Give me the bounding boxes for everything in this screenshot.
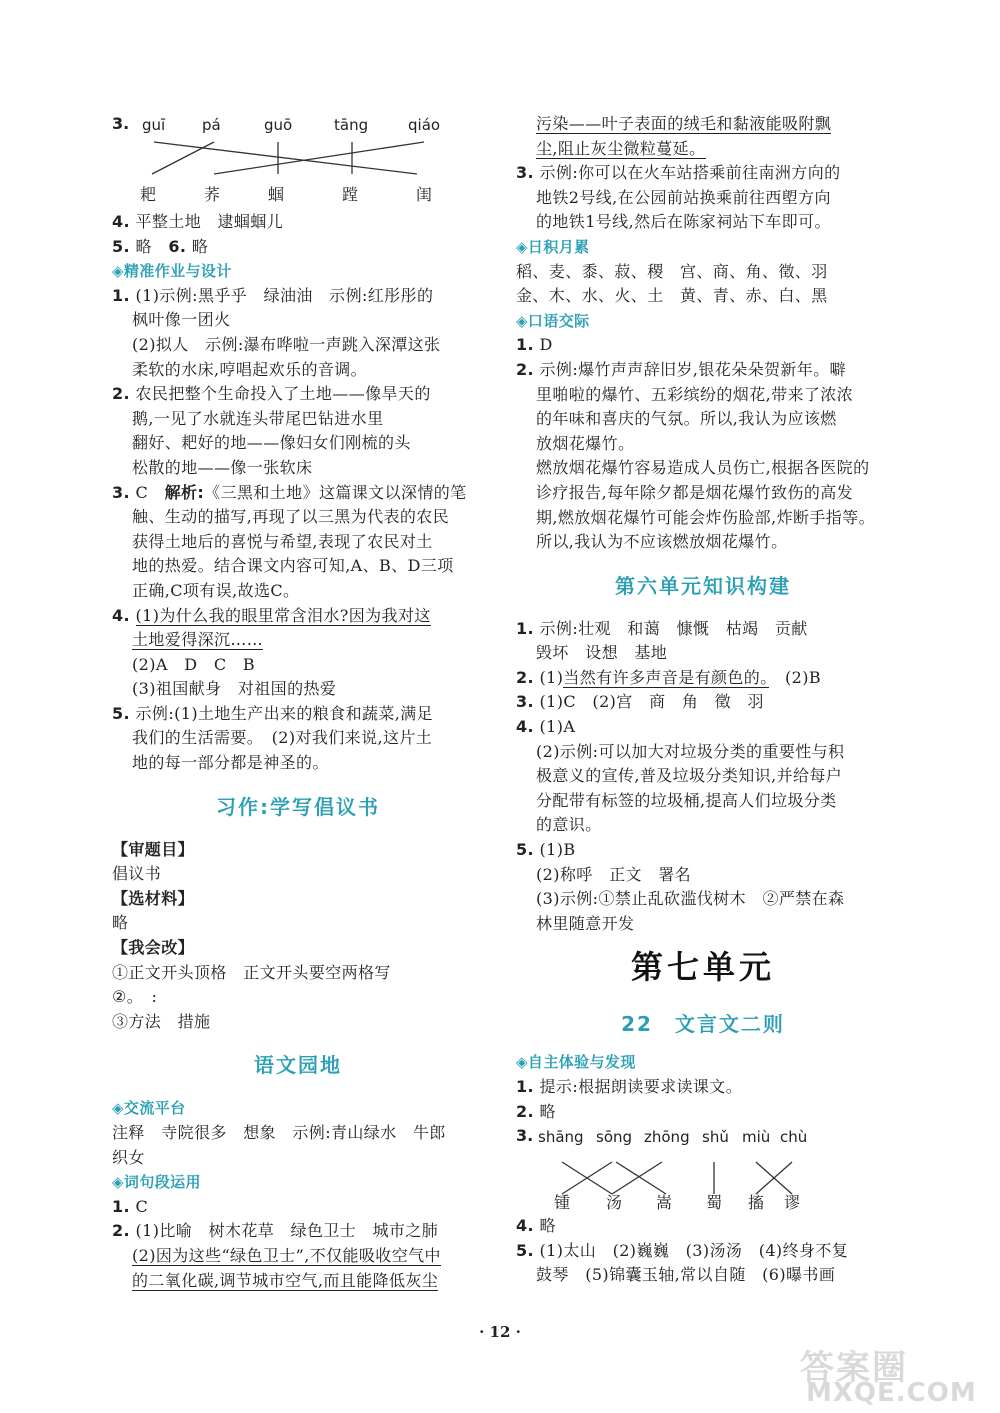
pinyin: guō [264, 116, 293, 134]
answer-line: 的地铁1号线,然后在陈家祠站下车即可。 [536, 212, 831, 232]
answer-line: (2)拟人 示例:瀑布哗啦一声跳入深潭这张 [132, 334, 441, 354]
match-line [154, 142, 417, 174]
answer-line: 地的每一部分都是神圣的。 [132, 753, 329, 773]
pinyin: sōng [596, 1128, 633, 1147]
hanzi: 搐 [748, 1193, 765, 1213]
hanzi: 汤 [606, 1193, 623, 1213]
answer-line: 期,燃放烟花爆竹可能会炸伤脸部,炸断手指等。 [536, 507, 875, 527]
answer-line: 稻、麦、黍、菽、稷 宫、商、角、徵、羽 [516, 261, 828, 281]
section-heading: ◈口语交际 [516, 311, 590, 330]
matching-exercise [112, 112, 484, 210]
question-number: 3. [112, 114, 130, 133]
answer-line: 极意义的宣传,普及垃圾分类知识,并给每户 [536, 766, 843, 786]
answer-line: 1. 提示:根据朗读要求读课文。 [516, 1077, 743, 1096]
answer-line: 织女 [112, 1147, 145, 1167]
matching-lines [516, 1124, 890, 1214]
answer-line: 1. (1)示例:黑乎乎 绿油油 示例:红彤彤的 [112, 285, 434, 305]
answer-line: (2)称呼 正文 署名 [536, 864, 692, 884]
pinyin: shāng [538, 1128, 584, 1147]
answer-line: 2. 略 [516, 1101, 556, 1121]
section-heading: ◈词句段运用 [112, 1173, 201, 1192]
answer-line: 5. 略 6. 略 [112, 236, 209, 256]
answer-line: 林里随意开发 [536, 913, 635, 933]
hanzi: 蜀 [706, 1193, 723, 1213]
answer-line: 2. 农民把整个生命投入了土地——像旱天的 [112, 384, 431, 404]
answer-line: (2)因为这些“绿色卫士”,不仅能吸收空气中 [132, 1245, 441, 1265]
hanzi: 蝈 [268, 185, 285, 204]
lesson-title: 22 文言文二则 [621, 1012, 785, 1037]
section-title: 第六单元知识构建 [615, 573, 791, 598]
pinyin: shǔ [702, 1128, 729, 1147]
answer-line: ①正文开头顶格 正文开头要空两格写 [112, 962, 391, 982]
right-column [516, 112, 890, 1288]
answer-line: 诊疗报告,每年除夕都是烟花爆竹致伤的高发 [536, 482, 854, 502]
answer-line: 地铁2号线,在公园前站换乘前往西塱方向 [536, 187, 831, 207]
label: 【审题目】 [112, 839, 195, 859]
answer-line: 3. (1)C (2)宫 商 角 徵 羽 [516, 692, 764, 712]
answer-line: 尘,阻止灰尘微粒蔓延。 [536, 138, 706, 158]
answer-line: 注释 寺院很多 想象 示例:青山绿水 牛郎 [112, 1123, 446, 1142]
answer-line: 金、木、水、火、土 黄、青、赤、白、黑 [516, 286, 828, 306]
answer-line: 2. (1)比喻 树木花草 绿色卫士 城市之肺 [112, 1221, 439, 1241]
answer-line: 柔软的水床,哼唱起欢乐的音调。 [132, 359, 368, 379]
answer-line: 鼓琴 (5)锦囊玉轴,常以自随 (6)曝书画 [536, 1265, 836, 1285]
answer-line: (3)祖国献身 对祖国的热爱 [132, 679, 337, 699]
answer-line: 5. (1)太山 (2)巍巍 (3)汤汤 (4)终身不复 [516, 1240, 849, 1260]
answer-line: 5. 示例:(1)土地生产出来的粮食和蔬菜,满足 [112, 703, 434, 723]
answer-line: 4. 平整土地 逮蝈蝈儿 [112, 212, 284, 231]
answer-line: 土地爱得深沉…… [132, 630, 264, 650]
answer-line: 2. (1)当然有许多声音是有颜色的。 (2)B [516, 667, 822, 687]
answer-line: 倡议书 [112, 864, 162, 884]
section-title: 语文园地 [254, 1053, 342, 1078]
answer-line: 1. D [516, 335, 553, 355]
answer-line: (3)示例:①禁止乱砍滥伐树木 ②严禁在森 [536, 889, 845, 909]
answer-line: 3. C 解析:《三黑和土地》这篇课文以深情的笔 [112, 482, 467, 502]
hanzi: 闺 [416, 185, 433, 204]
match-line [152, 142, 214, 174]
section-heading: ◈精准作业与设计 [112, 262, 232, 281]
answer-line: (2)A D C B [132, 654, 256, 674]
answer-line: 的二氧化碳,调节城市空气,而且能降低灰尘 [132, 1270, 439, 1290]
watermark-logo [800, 1340, 977, 1410]
answer-line: 里啪啦的爆竹、五彩缤纷的烟花,带来了浓浓 [536, 384, 854, 404]
answer-line: 枫叶像一团火 [132, 310, 231, 330]
hanzi: 荞 [204, 185, 221, 204]
answer-line: 燃放烟花爆竹容易造成人员伤亡,根据各医院的 [536, 458, 870, 478]
matching-exercise [516, 1124, 890, 1214]
question-number: 3. [516, 1126, 534, 1146]
pinyin: tāng [334, 116, 369, 134]
watermark-text: 答案圈 [800, 1348, 908, 1388]
hanzi: 锺 [554, 1193, 571, 1213]
label: 【选材料】 [112, 888, 195, 908]
pinyin: miù [742, 1128, 771, 1147]
answer-line: 1. 示例:壮观 和蔼 慷慨 枯竭 贡献 [516, 618, 808, 638]
pinyin: zhōng [644, 1128, 690, 1147]
hanzi: 谬 [784, 1193, 801, 1213]
answer-line: 略 [112, 913, 129, 933]
pinyin: guī [142, 116, 166, 134]
hanzi: 嵩 [656, 1193, 673, 1213]
answer-line: ③方法 措施 [112, 1011, 211, 1031]
answer-line: 4. (1)为什么我的眼里常含泪水?因为我对这 [112, 605, 431, 625]
answer-line: 4. 略 [516, 1216, 556, 1236]
answer-line: 2. 示例:爆竹声声辞旧岁,银花朵朵贺新年。噼 [516, 359, 846, 379]
label: 【我会改】 [112, 938, 195, 958]
section-heading: ◈日积月累 [516, 237, 590, 256]
answer-line: 4. (1)A [516, 717, 576, 737]
answer-line: 地的热爱。结合课文内容可知,A、B、D三项 [132, 556, 454, 576]
hanzi: 耙 [140, 185, 157, 204]
section-heading: ◈交流平台 [112, 1099, 186, 1118]
pinyin: pá [202, 116, 221, 134]
match-line [214, 142, 424, 174]
answer-line: 我们的生活需要。 (2)对我们来说,这片土 [132, 728, 433, 748]
answer-line: 3. 示例:你可以在火车站搭乘前往南洲方向的 [516, 163, 841, 183]
answer-line: 的意识。 [536, 815, 602, 835]
answer-line: 获得土地后的喜悦与希望,表现了农民对土 [132, 531, 433, 551]
unit-title: 第七单元 [630, 948, 775, 987]
answer-line: 1. C [112, 1196, 149, 1216]
answer-line: 的年味和喜庆的气氛。所以,我认为应该燃 [536, 409, 837, 429]
answer-line: 触、生动的描写,再现了以三黑为代表的农民 [132, 507, 450, 527]
pinyin: qiáo [408, 116, 441, 134]
answer-line: 正确,C项有误,故选C。 [132, 580, 300, 600]
answer-line: ②。 : [112, 987, 158, 1007]
page-number: · 12 · [479, 1323, 521, 1341]
watermark-text: MXQE.COM [806, 1378, 977, 1408]
pinyin: chù [780, 1128, 808, 1147]
answer-line: 鹅,一见了水就连头带尾巴钻进水里 [132, 408, 384, 428]
left-column [112, 112, 484, 1293]
answer-line: 翻好、耙好的地——像妇女们刚梳的头 [132, 433, 411, 453]
answer-line: 毁坏 设想 基地 [536, 643, 668, 663]
answer-line: 分配带有标签的垃圾桶,提高人们垃圾分类 [536, 790, 837, 810]
section-heading: ◈自主体验与发现 [516, 1053, 636, 1072]
answer-line: (2)示例:可以加大对垃圾分类的重要性与积 [536, 741, 845, 761]
answer-line: 5. (1)B [516, 840, 576, 860]
hanzi: 蹚 [342, 185, 359, 204]
answer-line: 所以,我认为不应该燃放烟花爆竹。 [536, 532, 788, 552]
answer-line: 放烟花爆竹。 [536, 433, 635, 453]
answer-line: 松散的地——像一张软床 [132, 457, 313, 477]
section-title: 习作:学写倡议书 [216, 794, 380, 819]
answer-line: 污染——叶子表面的绒毛和黏液能吸附飘 [536, 114, 832, 133]
